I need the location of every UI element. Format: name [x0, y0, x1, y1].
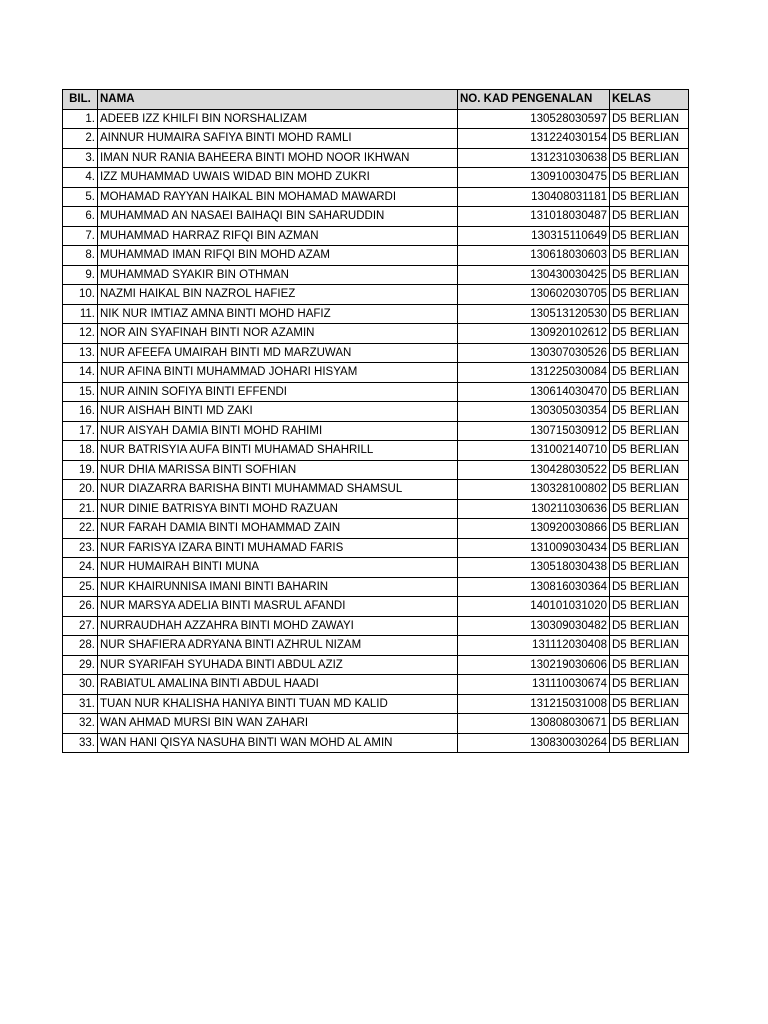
cell-ic: 130528030597 [458, 109, 610, 129]
cell-ic: 131224030154 [458, 129, 610, 149]
cell-kelas: D5 BERLIAN [610, 519, 689, 539]
table-row [63, 714, 689, 734]
cell-bil: 32. [63, 714, 98, 734]
cell-ic: 131215031008 [458, 694, 610, 714]
cell-nama: MOHAMAD RAYYAN HAIKAL BIN MOHAMAD MAWARDI [98, 187, 458, 207]
cell-bil: 2. [63, 129, 98, 149]
table-row [63, 675, 689, 695]
header-kelas: KELAS [610, 90, 689, 110]
cell-ic: 130408031181 [458, 187, 610, 207]
cell-kelas: D5 BERLIAN [610, 363, 689, 383]
table-row [63, 460, 689, 480]
cell-bil: 25. [63, 577, 98, 597]
cell-ic: 130307030526 [458, 343, 610, 363]
cell-nama: WAN AHMAD MURSI BIN WAN ZAHARI [98, 714, 458, 734]
cell-kelas: D5 BERLIAN [610, 265, 689, 285]
cell-nama: MUHAMMAD IMAN RIFQI BIN MOHD AZAM [98, 246, 458, 266]
cell-bil: 1. [63, 109, 98, 129]
cell-bil: 20. [63, 480, 98, 500]
cell-kelas: D5 BERLIAN [610, 558, 689, 578]
cell-ic: 130602030705 [458, 285, 610, 305]
table-row [63, 577, 689, 597]
cell-ic: 131009030434 [458, 538, 610, 558]
cell-ic: 130315110649 [458, 226, 610, 246]
cell-kelas: D5 BERLIAN [610, 714, 689, 734]
cell-bil: 33. [63, 733, 98, 753]
cell-nama: NUR AISYAH DAMIA BINTI MOHD RAHIMI [98, 421, 458, 441]
cell-bil: 18. [63, 441, 98, 461]
table-row [63, 655, 689, 675]
cell-nama: IMAN NUR RANIA BAHEERA BINTI MOHD NOOR IKHWAN [98, 148, 458, 168]
cell-ic: 140101031020 [458, 597, 610, 617]
cell-ic: 130428030522 [458, 460, 610, 480]
cell-bil: 31. [63, 694, 98, 714]
cell-kelas: D5 BERLIAN [610, 324, 689, 344]
cell-nama: NOR AIN SYAFINAH BINTI NOR AZAMIN [98, 324, 458, 344]
cell-nama: NUR SYARIFAH SYUHADA BINTI ABDUL AZIZ [98, 655, 458, 675]
table-row [63, 168, 689, 188]
cell-nama: NUR HUMAIRAH BINTI MUNA [98, 558, 458, 578]
table-row [63, 480, 689, 500]
table-row [63, 363, 689, 383]
cell-kelas: D5 BERLIAN [610, 577, 689, 597]
table-row [63, 538, 689, 558]
cell-bil: 21. [63, 499, 98, 519]
table-row [63, 304, 689, 324]
cell-nama: IZZ MUHAMMAD UWAIS WIDAD BIN MOHD ZUKRI [98, 168, 458, 188]
cell-kelas: D5 BERLIAN [610, 129, 689, 149]
cell-kelas: D5 BERLIAN [610, 226, 689, 246]
table-row [63, 616, 689, 636]
cell-bil: 10. [63, 285, 98, 305]
cell-bil: 7. [63, 226, 98, 246]
cell-bil: 13. [63, 343, 98, 363]
cell-bil: 19. [63, 460, 98, 480]
cell-bil: 22. [63, 519, 98, 539]
cell-nama: WAN HANI QISYA NASUHA BINTI WAN MOHD AL AMIN [98, 733, 458, 753]
header-ic: NO. KAD PENGENALAN [458, 90, 610, 110]
cell-kelas: D5 BERLIAN [610, 636, 689, 656]
cell-ic: 130328100802 [458, 480, 610, 500]
cell-bil: 3. [63, 148, 98, 168]
cell-kelas: D5 BERLIAN [610, 694, 689, 714]
cell-nama: TUAN NUR KHALISHA HANIYA BINTI TUAN MD KALID [98, 694, 458, 714]
cell-nama: NUR AISHAH BINTI MD ZAKI [98, 402, 458, 422]
cell-ic: 130305030354 [458, 402, 610, 422]
cell-ic: 130618030603 [458, 246, 610, 266]
cell-nama: NAZMI HAIKAL BIN NAZROL HAFIEZ [98, 285, 458, 305]
cell-kelas: D5 BERLIAN [610, 187, 689, 207]
cell-nama: NUR MARSYA ADELIA BINTI MASRUL AFANDI [98, 597, 458, 617]
cell-nama: NUR KHAIRUNNISA IMANI BINTI BAHARIN [98, 577, 458, 597]
cell-nama: NUR AININ SOFIYA BINTI EFFENDI [98, 382, 458, 402]
cell-ic: 130430030425 [458, 265, 610, 285]
cell-kelas: D5 BERLIAN [610, 402, 689, 422]
table-row [63, 421, 689, 441]
cell-nama: NUR FARISYA IZARA BINTI MUHAMAD FARIS [98, 538, 458, 558]
table-row [63, 343, 689, 363]
table-row [63, 597, 689, 617]
cell-ic: 131231030638 [458, 148, 610, 168]
cell-kelas: D5 BERLIAN [610, 441, 689, 461]
cell-bil: 26. [63, 597, 98, 617]
cell-ic: 130715030912 [458, 421, 610, 441]
table-row [63, 636, 689, 656]
cell-nama: NUR DINIE BATRISYA BINTI MOHD RAZUAN [98, 499, 458, 519]
table-row [63, 129, 689, 149]
cell-nama: NUR BATRISYIA AUFA BINTI MUHAMAD SHAHRILL [98, 441, 458, 461]
header-nama: NAMA [98, 90, 458, 110]
cell-nama: NUR FARAH DAMIA BINTI MOHAMMAD ZAIN [98, 519, 458, 539]
cell-kelas: D5 BERLIAN [610, 616, 689, 636]
table-row [63, 187, 689, 207]
cell-bil: 17. [63, 421, 98, 441]
table-row [63, 733, 689, 753]
cell-kelas: D5 BERLIAN [610, 597, 689, 617]
cell-nama: MUHAMMAD SYAKIR BIN OTHMAN [98, 265, 458, 285]
cell-bil: 28. [63, 636, 98, 656]
cell-nama: ADEEB IZZ KHILFI BIN NORSHALIZAM [98, 109, 458, 129]
table-row [63, 207, 689, 227]
cell-ic: 130910030475 [458, 168, 610, 188]
cell-ic: 130513120530 [458, 304, 610, 324]
cell-bil: 6. [63, 207, 98, 227]
cell-ic: 130219030606 [458, 655, 610, 675]
table-row [63, 402, 689, 422]
cell-bil: 27. [63, 616, 98, 636]
cell-nama: NUR DHIA MARISSA BINTI SOFHIAN [98, 460, 458, 480]
table-row [63, 226, 689, 246]
table-row [63, 148, 689, 168]
cell-kelas: D5 BERLIAN [610, 675, 689, 695]
cell-bil: 11. [63, 304, 98, 324]
cell-bil: 29. [63, 655, 98, 675]
cell-kelas: D5 BERLIAN [610, 421, 689, 441]
cell-ic: 130830030264 [458, 733, 610, 753]
cell-nama: NUR DIAZARRA BARISHA BINTI MUHAMMAD SHAMSUL [98, 480, 458, 500]
table-row [63, 265, 689, 285]
cell-ic: 130309030482 [458, 616, 610, 636]
table-row [63, 109, 689, 129]
cell-kelas: D5 BERLIAN [610, 109, 689, 129]
header-bil: BIL. [63, 90, 98, 110]
cell-nama: RABIATUL AMALINA BINTI ABDUL HAADI [98, 675, 458, 695]
table-header-row [63, 90, 689, 110]
cell-nama: MUHAMMAD AN NASAEI BAIHAQI BIN SAHARUDDIN [98, 207, 458, 227]
cell-bil: 24. [63, 558, 98, 578]
cell-bil: 4. [63, 168, 98, 188]
table-row [63, 382, 689, 402]
table-body [63, 109, 689, 753]
cell-bil: 30. [63, 675, 98, 695]
cell-ic: 131110030674 [458, 675, 610, 695]
cell-ic: 130808030671 [458, 714, 610, 734]
cell-kelas: D5 BERLIAN [610, 499, 689, 519]
cell-ic: 131002140710 [458, 441, 610, 461]
cell-kelas: D5 BERLIAN [610, 148, 689, 168]
cell-ic: 130920030866 [458, 519, 610, 539]
cell-bil: 16. [63, 402, 98, 422]
cell-bil: 9. [63, 265, 98, 285]
cell-kelas: D5 BERLIAN [610, 538, 689, 558]
table-row [63, 519, 689, 539]
table-row [63, 499, 689, 519]
cell-kelas: D5 BERLIAN [610, 733, 689, 753]
cell-bil: 12. [63, 324, 98, 344]
student-table [62, 89, 689, 753]
cell-bil: 8. [63, 246, 98, 266]
cell-kelas: D5 BERLIAN [610, 382, 689, 402]
cell-kelas: D5 BERLIAN [610, 480, 689, 500]
table-row [63, 285, 689, 305]
cell-ic: 130920102612 [458, 324, 610, 344]
cell-kelas: D5 BERLIAN [610, 460, 689, 480]
table-row [63, 441, 689, 461]
cell-ic: 131112030408 [458, 636, 610, 656]
cell-nama: NUR AFEEFA UMAIRAH BINTI MD MARZUWAN [98, 343, 458, 363]
cell-kelas: D5 BERLIAN [610, 343, 689, 363]
cell-kelas: D5 BERLIAN [610, 168, 689, 188]
cell-kelas: D5 BERLIAN [610, 304, 689, 324]
cell-kelas: D5 BERLIAN [610, 285, 689, 305]
cell-nama: NUR SHAFIERA ADRYANA BINTI AZHRUL NIZAM [98, 636, 458, 656]
cell-nama: NUR AFINA BINTI MUHAMMAD JOHARI HISYAM [98, 363, 458, 383]
cell-ic: 130211030636 [458, 499, 610, 519]
cell-bil: 15. [63, 382, 98, 402]
cell-nama: MUHAMMAD HARRAZ RIFQI BIN AZMAN [98, 226, 458, 246]
table-row [63, 324, 689, 344]
cell-bil: 14. [63, 363, 98, 383]
cell-ic: 131018030487 [458, 207, 610, 227]
cell-kelas: D5 BERLIAN [610, 207, 689, 227]
cell-ic: 130816030364 [458, 577, 610, 597]
cell-bil: 5. [63, 187, 98, 207]
cell-ic: 130614030470 [458, 382, 610, 402]
cell-nama: NURRAUDHAH AZZAHRA BINTI MOHD ZAWAYI [98, 616, 458, 636]
cell-nama: AINNUR HUMAIRA SAFIYA BINTI MOHD RAMLI [98, 129, 458, 149]
table-row [63, 246, 689, 266]
cell-kelas: D5 BERLIAN [610, 655, 689, 675]
cell-ic: 131225030084 [458, 363, 610, 383]
cell-ic: 130518030438 [458, 558, 610, 578]
cell-nama: NIK NUR IMTIAZ AMNA BINTI MOHD HAFIZ [98, 304, 458, 324]
cell-kelas: D5 BERLIAN [610, 246, 689, 266]
table-row [63, 694, 689, 714]
table-row [63, 558, 689, 578]
cell-bil: 23. [63, 538, 98, 558]
